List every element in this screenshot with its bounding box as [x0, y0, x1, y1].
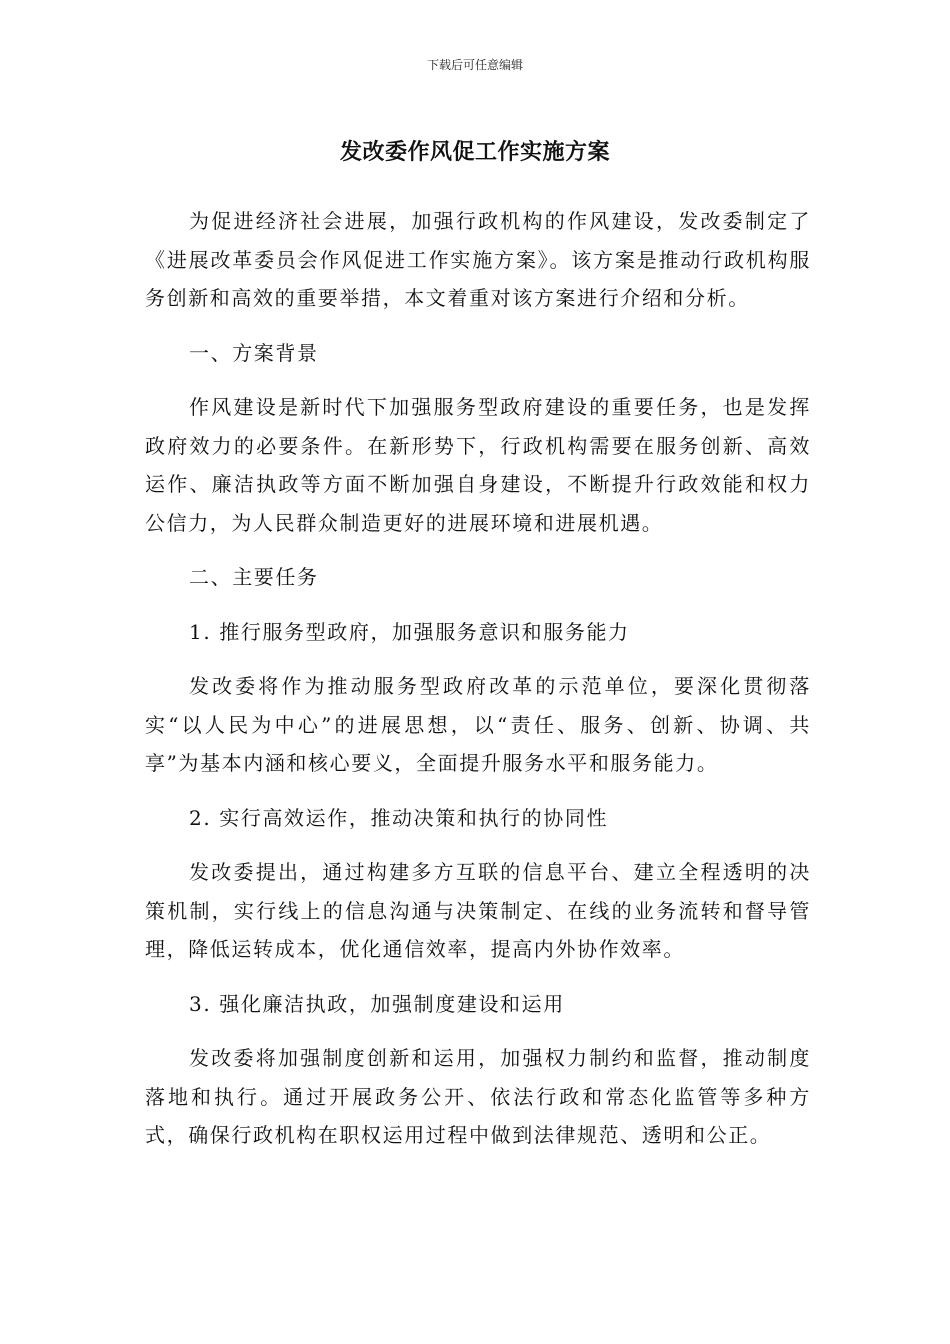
subheading-task-2: 2. 实行高效运作，推动决策和执行的协同性	[189, 805, 609, 830]
task-2-paragraph: 发改委提出，通过构建多方互联的信息平台、建立全程透明的决策机制，实行线上的信息沟通与决策制定、在线的业务流转和督导管理，降低运转成本，优化通信效率，提高内外协作效率。	[145, 860, 811, 961]
section-heading-main-tasks: 二、主要任务	[189, 565, 319, 589]
task-3-paragraph: 发改委将加强制度创新和运用，加强权力制约和监督，推动制度落地和执行。通过开展政务公开、依法行政和常态化监管等多种方式，确保行政机构在职权运用过程中做到法律规范、透明和公正。	[145, 1046, 811, 1147]
document-title: 发改委作风促工作实施方案	[339, 140, 610, 165]
section-heading-background: 一、方案背景	[189, 340, 319, 365]
intro-paragraph: 为促进经济社会进展，加强行政机构的作风建设，发改委制定了《进展改革委员会作风促进工作实施方案》。该方案是推动行政机构服务创新和高效的重要举措，本文着重对该方案进行介绍和分析。	[145, 209, 811, 310]
subheading-task-1: 1. 推行服务型政府，加强服务意识和服务能力	[189, 619, 630, 644]
header-note: 下载后可任意编辑	[426, 58, 523, 72]
document-body	[145, 202, 811, 1171]
subheading-task-3: 3. 强化廉洁执政，加强制度建设和运用	[189, 991, 565, 1016]
task-1-paragraph: 发改委将作为推动服务型政府改革的示范单位，要深化贯彻落实“以人民为中心”的进展思想，以“责任、服务、创新、协调、共享”为基本内涵和核心要义，全面提升服务水平和服务能力。	[145, 674, 811, 775]
background-paragraph: 作风建设是新时代下加强服务型政府建设的重要任务，也是发挥政府效力的必要条件。在新形势下，行政机构需要在服务创新、高效运作、廉洁执政等方面不断加强自身建设，不断提升行政效能和权力公信力，为人民群众制造更好的进展环境和进展机遇。	[145, 395, 811, 535]
